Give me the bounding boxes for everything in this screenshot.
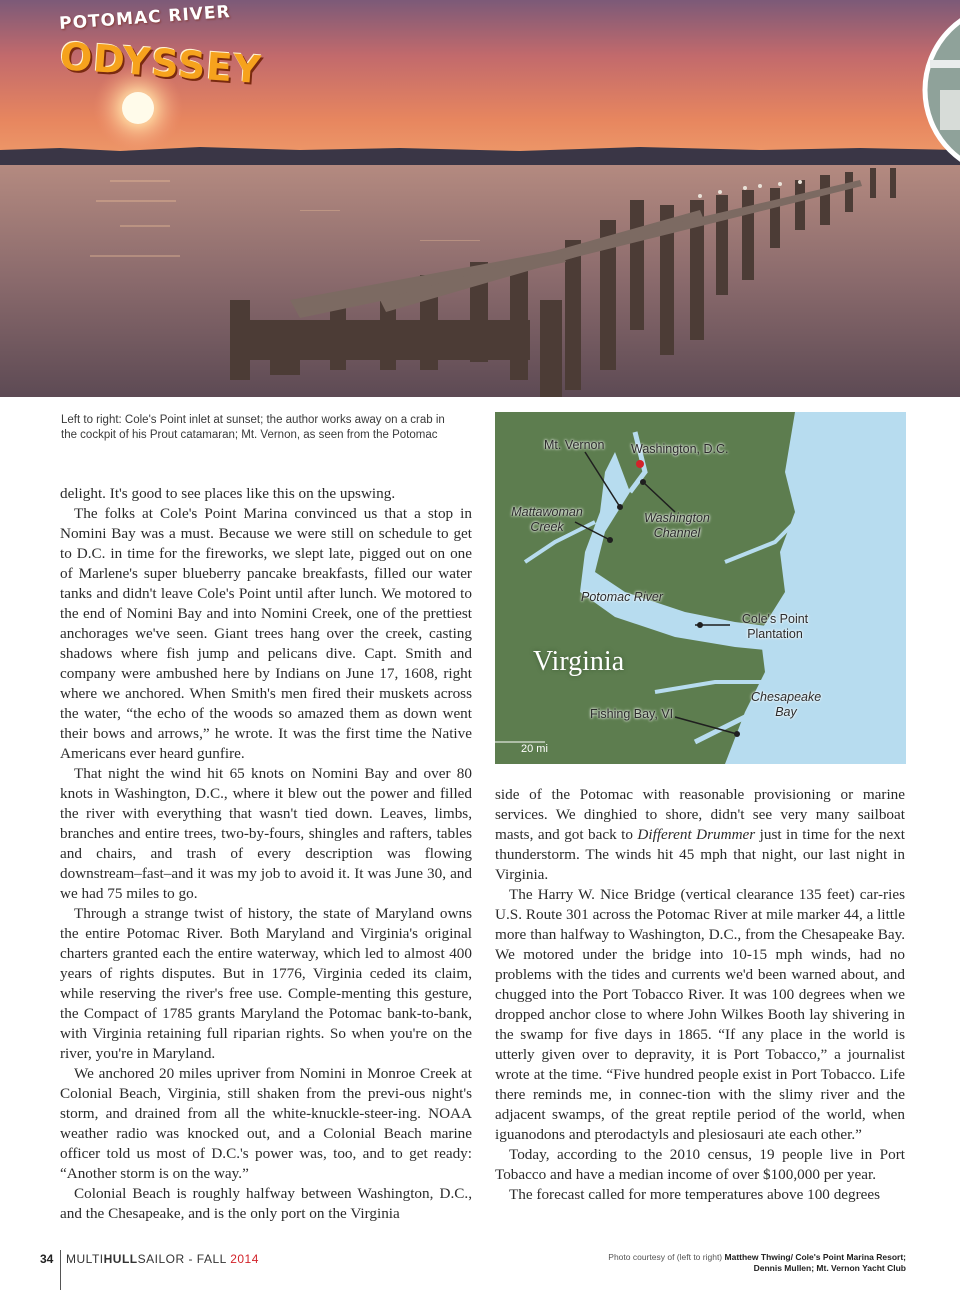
photo-credit <box>606 1252 906 1274</box>
headline: ODYSSEY <box>58 34 264 93</box>
text: just in time for the next thunderstorm. The winds hit 45 mph that night, our last night in Virginia. <box>495 826 906 883</box>
paragraph: We anchored 20 miles upriver from Nomini in Monroe Creek at Colonial Beach, Virginia, still shaken from the previ-ous night's storm, and drained from all the white-knuckle-steer-ing. NOAA weather radio was knocked out, and a Colonial Beach marine officer told us most of D.C.'s power was, too, and to get ready: “Another storm is on the way.” <box>60 1065 472 1182</box>
issue-year: 2014 <box>230 1252 259 1266</box>
mag-prefix: MULTI <box>66 1252 104 1266</box>
credit-prefix: Photo courtesy of (left to right) <box>608 1252 725 1262</box>
paragraph: Through a strange twist of history, the state of Maryland owns the entire Potomac River. Both Maryland and Virginia's original charters granted each the entire waterway, which led to almost 400 years of rights disputes. But in 1776, Virginia ceded its claim, while reserving the river's free use. Comple-menting this gesture, the Compact of 1785 grants Maryland the Potomac bank-to-bank, with Virginia retaining full riparian rights. So when you're on the river, you're in Maryland. <box>60 905 472 1062</box>
paragraph <box>495 785 905 885</box>
hero-photo <box>0 0 960 397</box>
paragraph: Colonial Beach is roughly halfway between Washington, D.C., and the Chesapeake, and is the only port on the Virginia <box>60 1185 472 1222</box>
potomac-map <box>495 412 906 764</box>
map-label-chesapeake-bay: Chesapeake Bay <box>751 690 822 719</box>
magazine-issue <box>66 1252 259 1266</box>
mag-suffix: SAILOR <box>137 1252 185 1266</box>
map-graphic <box>495 412 906 764</box>
map-label-virginia: Virginia <box>533 646 625 677</box>
map-scale: 20 mi <box>521 743 548 755</box>
paragraph: That night the wind hit 65 knots on Nomini Bay and over 80 knots in Washington, D.C., where it blew out the power and filled the river with everything that wasn't tied down. Leaves, limbs, branches and entire trees, two-by-fours, shingles and rafters, tables and chairs, and trash of every description was flowing downstream–fast–and it was my job to avoid it. It was June 30, and we had 75 miles to go. <box>60 765 472 902</box>
paragraph: Today, according to the 2010 census, 19 people live in Port Tobacco and have a median income of over $100,000 per year. <box>495 1146 905 1183</box>
map-label-mattawoman-creek: Mattawoman Creek <box>511 505 583 534</box>
paragraph: The forecast called for more temperatures above 100 degrees <box>509 1186 881 1203</box>
paragraph: delight. It's good to see places like this on the upswing. <box>60 485 396 502</box>
map-label-fishing-bay: Fishing Bay, VI <box>590 707 674 721</box>
credit-names: Matthew Thwing/ Cole's Point Marina Resort; Dennis Mullen; Mt. Vernon Yacht Club <box>724 1252 906 1273</box>
photo-caption: Left to right: Cole's Point inlet at sunset; the author works away on a crab in the cockpit of his Prout catamaran; Mt. Vernon, as seen from the Potomac <box>61 414 445 441</box>
page-footer <box>0 1244 960 1290</box>
map-label-washington-dc: Washington, D.C. <box>631 442 729 456</box>
map-label-potomac-river: Potomac River <box>581 590 663 604</box>
issue: - FALL <box>184 1252 231 1266</box>
mag-bold: HULL <box>103 1252 138 1266</box>
map-label-mt-vernon: Mt. Vernon <box>544 438 605 452</box>
article-column-right <box>495 785 905 1205</box>
map-label-coles-point: Cole's Point Plantation <box>741 612 809 641</box>
footer-divider <box>60 1250 61 1290</box>
page-number: 34 <box>40 1252 54 1266</box>
boat-name: Different Drummer <box>637 826 756 843</box>
paragraph: The Harry W. Nice Bridge (vertical clearance 135 feet) car-ries U.S. Route 301 across the Potomac River at mile marker 44, a little more than halfway to Washington, D.C., from the Chesapeake Bay. We motored under the bridge into 10-15 mph winds, had no problems with the tides and currents we'd been warned about, and chugged into the Port Tobacco River. It was 100 degrees when we dropped anchor close to where John Wilkes Booth lay shivering in the swamp for five days in 1865. “If any place in the world is utterly given over to depravity, it is Port Tobacco,” a journalist wrote at the time. “Five hundred people exist in Port Tobacco. Life there reminds me, in connec-tion with the slimy river and the adjacent swamps, of the great reptile period of the world, when iguanodons and pterodactyls and plesiosauri ate each other.” <box>495 886 905 1143</box>
kicker-title: POTOMAC RIVER <box>58 2 232 35</box>
map-label-washington-channel: Washington Channel <box>644 511 710 540</box>
article-column-left <box>60 484 472 1224</box>
text: side of the Potomac with reasonable provisioning or marine services. We dinghied to shore, didn't see very many sailboat masts, and got back to <box>495 786 905 843</box>
paragraph: The folks at Cole's Point Marina convinced us that a stop in Nomini Bay was a must. Because we were still on schedule to get to D.C. in time for the fireworks, we slept late, pigged out on one of Marlene's super blueberry pancake breakfasts, filled our water tanks and didn't leave Cole's Point until after lunch. We motored to the end of Nomini Bay and into Nomini Creek, one of the prettiest anchorages we've seen. Giant trees hang over the creek, casting shadows where fish jump and pelicans dive. Capt. Smith and company were ambushed here by Indians on June 17, 1608, right where we anchored. When Smith's men fired their muskets across the water, “the echo of the woods so amazed them as down went their bows and arrows,” he wrote. It was the first time the Native Americans ever heard gunfire. <box>60 505 472 762</box>
